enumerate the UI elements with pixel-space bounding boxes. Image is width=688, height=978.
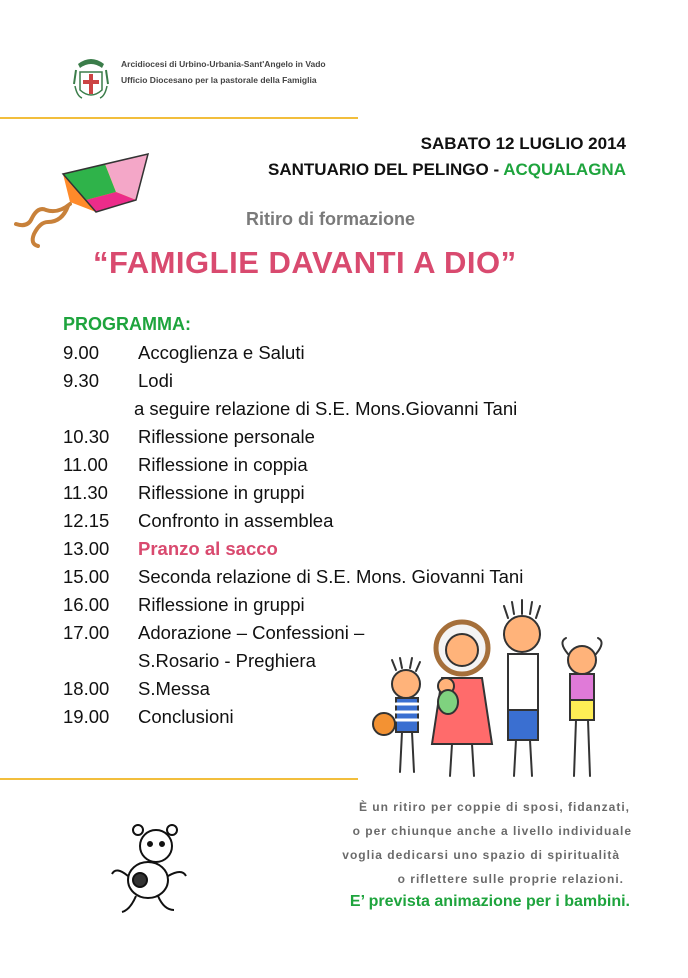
schedule-time: 9.30 (63, 370, 100, 391)
bishop-crest-icon (72, 54, 110, 104)
kids-animation-note: E’ prevista animazione per i bambini. (349, 893, 630, 910)
programme-heading: PROGRAMMA: (63, 314, 191, 334)
divider-bottom (0, 778, 358, 780)
schedule-row (63, 423, 623, 451)
schedule-activity: Accoglienza e Saluti (138, 342, 305, 363)
schedule-time: 10.30 (63, 426, 110, 447)
schedule-row (63, 339, 623, 367)
footer-note-line: o per chiunque anche a livello individuale (352, 824, 632, 838)
schedule-row (63, 479, 623, 507)
venue-town: ACQUALAGNA (503, 160, 626, 179)
schedule-activity: Riflessione in gruppi (138, 482, 305, 503)
schedule-activity: Riflessione personale (138, 426, 315, 447)
schedule-activity: Lodi (138, 370, 173, 391)
footer-note-line: voglia dedicarsi uno spazio di spiritualità (342, 848, 620, 862)
schedule-time: 11.30 (63, 482, 108, 503)
schedule-activity: S.Rosario - Preghiera (138, 650, 316, 671)
event-date: SABATO 12 LUGLIO 2014 (420, 134, 626, 153)
schedule-activity: S.Messa (138, 678, 210, 699)
schedule-activity: Confronto in assemblea (138, 510, 334, 531)
organization-office: Ufficio Diocesano per la pastorale della Famiglia (121, 75, 317, 85)
schedule-time: 11.00 (63, 454, 108, 475)
schedule-activity: a seguire relazione di S.E. Mons.Giovanni Tani (134, 398, 518, 419)
event-title: “FAMIGLIE DAVANTI A DIO” (93, 245, 517, 280)
bear-drawing-icon (108, 818, 200, 916)
schedule-row (63, 507, 623, 535)
event-subtitle: Ritiro di formazione (246, 209, 416, 229)
schedule-time: 9.00 (63, 342, 100, 363)
divider-top (0, 117, 358, 119)
schedule-row (63, 563, 623, 591)
event-venue (268, 160, 626, 180)
schedule-row-lunch (63, 535, 623, 563)
schedule-activity: Adorazione – Confessioni – (138, 622, 365, 643)
schedule-activity: Pranzo al sacco (138, 538, 278, 559)
schedule-time: 16.00 (63, 594, 110, 615)
schedule-row (63, 367, 623, 395)
venue-name: SANTUARIO DEL PELINGO - (268, 160, 504, 179)
kite-icon (8, 152, 153, 252)
schedule-time: 19.00 (63, 706, 110, 727)
footer-note-line: È un ritiro per coppie di sposi, fidanzati, (358, 800, 630, 814)
schedule-activity: Conclusioni (138, 706, 234, 727)
footer-note-line: o riflettere sulle proprie relazioni. (397, 872, 624, 886)
schedule-time: 17.00 (63, 622, 110, 643)
schedule-row (63, 395, 623, 423)
schedule-time: 12.15 (63, 510, 110, 531)
schedule-activity: Riflessione in gruppi (138, 594, 305, 615)
schedule-activity: Seconda relazione di S.E. Mons. Giovanni Tani (138, 566, 524, 587)
schedule-activity: Riflessione in coppia (138, 454, 308, 475)
schedule-row (63, 451, 623, 479)
family-drawing-icon (362, 594, 622, 784)
schedule-time: 18.00 (63, 678, 110, 699)
schedule-time: 13.00 (63, 538, 110, 559)
organization-name: Arcidiocesi di Urbino-Urbania-Sant'Angelo in Vado (121, 59, 326, 69)
schedule-time: 15.00 (63, 566, 110, 587)
